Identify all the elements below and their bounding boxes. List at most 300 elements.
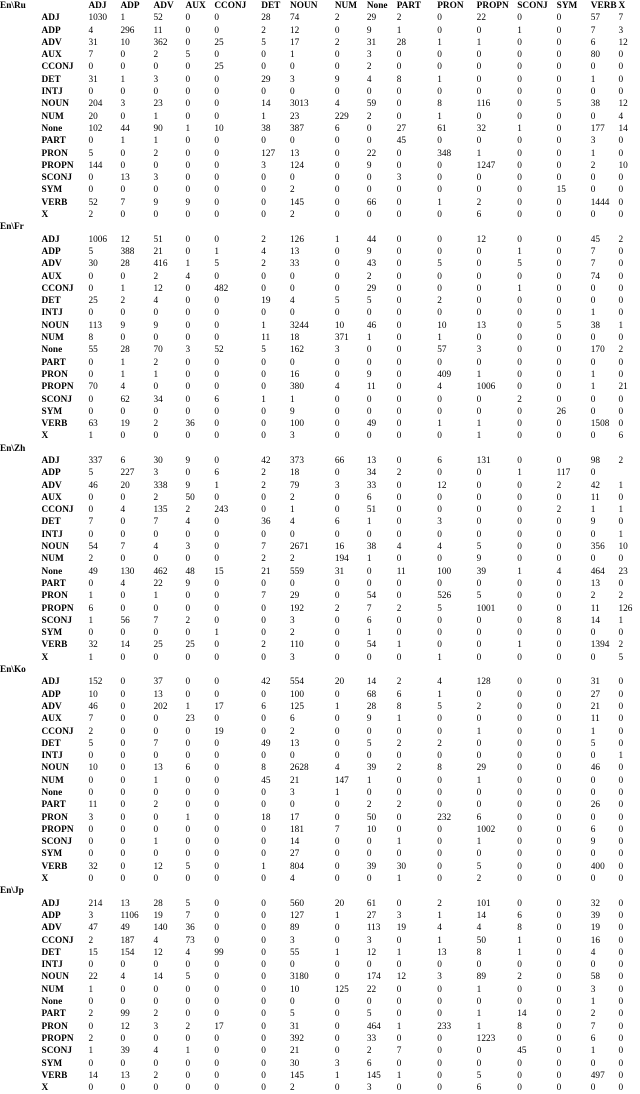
empty-cell xyxy=(476,664,517,676)
count-cell: 0 xyxy=(213,553,260,565)
count-cell: 0 xyxy=(436,861,475,873)
count-cell: 0 xyxy=(516,418,555,430)
count-cell: 0 xyxy=(153,406,185,418)
count-cell: 9 xyxy=(366,160,396,172)
count-cell: 0 xyxy=(366,578,396,590)
count-cell: 0 xyxy=(260,283,289,295)
count-cell: 2 xyxy=(289,209,334,221)
count-cell: 0 xyxy=(516,172,555,184)
count-cell: 14 xyxy=(618,123,640,135)
count-cell: 3 xyxy=(366,1082,396,1094)
count-cell: 0 xyxy=(618,996,640,1008)
count-cell: 45 xyxy=(260,775,289,787)
count-cell: 0 xyxy=(556,910,590,922)
row-label: SCONJ xyxy=(41,394,88,406)
count-cell: 19 xyxy=(153,910,185,922)
count-cell: 0 xyxy=(366,172,396,184)
count-cell: 0 xyxy=(618,74,640,86)
count-cell: 2 xyxy=(289,1082,334,1094)
count-cell: 0 xyxy=(334,578,366,590)
count-cell: 0 xyxy=(516,812,555,824)
count-cell: 0 xyxy=(516,775,555,787)
count-cell: 0 xyxy=(476,74,517,86)
count-cell: 2 xyxy=(87,209,119,221)
count-cell: 12 xyxy=(119,234,152,246)
row-label: ADV xyxy=(41,258,88,270)
indent-cell xyxy=(0,1008,41,1020)
count-cell: 0 xyxy=(590,111,618,123)
count-cell: 0 xyxy=(516,184,555,196)
count-cell: 9 xyxy=(185,578,214,590)
count-cell: 0 xyxy=(260,1070,289,1082)
count-cell: 0 xyxy=(334,160,366,172)
count-cell: 0 xyxy=(476,750,517,762)
count-cell: 13 xyxy=(289,246,334,258)
column-header: CCONJ xyxy=(213,0,260,12)
count-cell: 0 xyxy=(556,430,590,442)
count-cell: 8 xyxy=(516,922,555,934)
indent-cell xyxy=(0,1058,41,1070)
count-cell: 0 xyxy=(516,430,555,442)
count-cell: 0 xyxy=(436,271,475,283)
count-cell: 0 xyxy=(260,381,289,393)
count-cell: 1 xyxy=(436,935,475,947)
indent-cell xyxy=(0,836,41,848)
row-label: ADJ xyxy=(41,234,88,246)
count-cell: 0 xyxy=(366,307,396,319)
count-cell: 1 xyxy=(87,590,119,602)
count-cell: 0 xyxy=(436,61,475,73)
row-label: DET xyxy=(41,947,88,959)
count-cell: 4 xyxy=(289,873,334,885)
count-cell: 0 xyxy=(260,787,289,799)
row-label: ADJ xyxy=(41,676,88,688)
count-cell: 0 xyxy=(590,184,618,196)
count-cell: 1 xyxy=(436,197,475,209)
empty-cell xyxy=(119,664,152,676)
table-row xyxy=(0,910,640,922)
count-cell: 2 xyxy=(153,1070,185,1082)
count-cell: 9 xyxy=(185,480,214,492)
count-cell: 0 xyxy=(516,676,555,688)
count-cell: 0 xyxy=(334,283,366,295)
count-cell: 0 xyxy=(185,172,214,184)
row-label: NOUN xyxy=(41,98,88,110)
count-cell: 3 xyxy=(396,910,437,922)
count-cell: 1 xyxy=(153,775,185,787)
indent-cell xyxy=(0,566,41,578)
count-cell: 0 xyxy=(87,271,119,283)
count-cell: 0 xyxy=(556,234,590,246)
language-pair-label: En\Jp xyxy=(0,885,41,897)
count-cell: 21 xyxy=(153,246,185,258)
count-cell: 0 xyxy=(618,861,640,873)
table-row xyxy=(0,74,640,86)
count-cell: 0 xyxy=(618,824,640,836)
count-cell: 0 xyxy=(334,529,366,541)
count-cell: 4 xyxy=(476,922,517,934)
count-cell: 0 xyxy=(213,615,260,627)
count-cell: 0 xyxy=(260,135,289,147)
language-pair-label: En\Ru xyxy=(0,0,41,12)
indent-cell xyxy=(0,160,41,172)
count-cell: 0 xyxy=(334,971,366,983)
count-cell: 32 xyxy=(476,123,517,135)
count-cell: 0 xyxy=(185,98,214,110)
count-cell: 0 xyxy=(260,1082,289,1094)
count-cell: 0 xyxy=(476,639,517,651)
count-cell: 0 xyxy=(366,430,396,442)
empty-cell xyxy=(87,664,119,676)
row-label: PART xyxy=(41,578,88,590)
count-cell: 9 xyxy=(590,836,618,848)
indent-cell xyxy=(0,369,41,381)
count-cell: 127 xyxy=(260,148,289,160)
row-label: SYM xyxy=(41,627,88,639)
count-cell: 0 xyxy=(516,713,555,725)
count-cell: 0 xyxy=(87,86,119,98)
count-cell: 0 xyxy=(185,25,214,37)
count-cell: 0 xyxy=(366,787,396,799)
indent-cell xyxy=(0,676,41,688)
count-cell: 6 xyxy=(436,455,475,467)
empty-cell xyxy=(260,885,289,897)
count-cell: 1 xyxy=(119,12,152,24)
count-cell: 0 xyxy=(590,61,618,73)
count-cell: 0 xyxy=(334,713,366,725)
count-cell: 0 xyxy=(436,553,475,565)
table-row xyxy=(0,455,640,467)
count-cell: 0 xyxy=(366,750,396,762)
column-header: ADJ xyxy=(87,0,119,12)
count-cell: 101 xyxy=(476,898,517,910)
row-label: PART xyxy=(41,135,88,147)
count-cell: 145 xyxy=(366,1070,396,1082)
count-cell: 0 xyxy=(618,246,640,258)
empty-cell xyxy=(366,221,396,233)
count-cell: 0 xyxy=(476,787,517,799)
table-row xyxy=(0,799,640,811)
count-cell: 52 xyxy=(213,344,260,356)
count-cell: 4 xyxy=(334,381,366,393)
table-row xyxy=(0,504,640,516)
row-label: PART xyxy=(41,357,88,369)
row-label: ADP xyxy=(41,910,88,922)
count-cell: 2 xyxy=(87,1033,119,1045)
count-cell: 0 xyxy=(87,775,119,787)
count-cell: 50 xyxy=(476,935,517,947)
count-cell: 0 xyxy=(556,344,590,356)
count-cell: 1 xyxy=(213,246,260,258)
count-cell: 0 xyxy=(213,959,260,971)
indent-cell xyxy=(0,480,41,492)
count-cell: 0 xyxy=(334,148,366,160)
count-cell: 0 xyxy=(334,1082,366,1094)
row-label-spacer xyxy=(41,221,88,233)
count-cell: 0 xyxy=(618,553,640,565)
count-cell: 7 xyxy=(87,49,119,61)
count-cell: 0 xyxy=(153,184,185,196)
indent-cell xyxy=(0,1082,41,1094)
count-cell: 0 xyxy=(334,738,366,750)
count-cell: 23 xyxy=(185,713,214,725)
count-cell: 12 xyxy=(366,947,396,959)
count-cell: 0 xyxy=(213,738,260,750)
count-cell: 0 xyxy=(119,160,152,172)
count-cell: 100 xyxy=(289,689,334,701)
count-cell: 12 xyxy=(153,947,185,959)
count-cell: 0 xyxy=(185,332,214,344)
empty-cell xyxy=(436,885,475,897)
indent-cell xyxy=(0,652,41,664)
count-cell: 0 xyxy=(185,37,214,49)
column-header: NOUN xyxy=(289,0,334,12)
count-cell: 0 xyxy=(618,184,640,196)
count-cell: 0 xyxy=(618,1045,640,1057)
count-cell: 61 xyxy=(366,898,396,910)
indent-cell xyxy=(0,234,41,246)
count-cell: 0 xyxy=(185,984,214,996)
count-cell: 0 xyxy=(366,996,396,1008)
count-cell: 0 xyxy=(618,689,640,701)
table-row xyxy=(0,418,640,430)
count-cell: 0 xyxy=(119,984,152,996)
count-cell: 11 xyxy=(260,332,289,344)
count-cell: 2671 xyxy=(289,541,334,553)
count-cell: 0 xyxy=(185,381,214,393)
count-cell: 15 xyxy=(213,566,260,578)
count-cell: 0 xyxy=(618,713,640,725)
count-cell: 0 xyxy=(476,406,517,418)
count-cell: 23 xyxy=(153,98,185,110)
count-cell: 0 xyxy=(213,713,260,725)
count-cell: 0 xyxy=(185,590,214,602)
count-cell: 58 xyxy=(590,971,618,983)
count-cell: 0 xyxy=(516,234,555,246)
table-row xyxy=(0,566,640,578)
count-cell: 0 xyxy=(119,184,152,196)
count-cell: 162 xyxy=(289,344,334,356)
count-cell: 0 xyxy=(334,184,366,196)
count-cell: 0 xyxy=(213,381,260,393)
count-cell: 2 xyxy=(366,1045,396,1057)
count-cell: 1 xyxy=(516,935,555,947)
count-cell: 0 xyxy=(119,726,152,738)
indent-cell xyxy=(0,135,41,147)
count-cell: 0 xyxy=(119,1082,152,1094)
count-cell: 1 xyxy=(119,369,152,381)
count-cell: 38 xyxy=(590,98,618,110)
count-cell: 0 xyxy=(260,1058,289,1070)
count-cell: 1 xyxy=(213,627,260,639)
count-cell: 27 xyxy=(590,689,618,701)
count-cell: 1 xyxy=(396,713,437,725)
count-cell: 0 xyxy=(213,848,260,860)
count-cell: 0 xyxy=(476,848,517,860)
count-cell: 4 xyxy=(119,381,152,393)
count-cell: 0 xyxy=(476,394,517,406)
count-cell: 0 xyxy=(516,529,555,541)
count-cell: 0 xyxy=(556,713,590,725)
count-cell: 0 xyxy=(119,824,152,836)
column-header: PART xyxy=(396,0,437,12)
count-cell: 2 xyxy=(289,184,334,196)
count-cell: 0 xyxy=(618,1021,640,1033)
count-cell: 0 xyxy=(516,12,555,24)
row-label: NUM xyxy=(41,111,88,123)
count-cell: 1 xyxy=(185,812,214,824)
indent-cell xyxy=(0,357,41,369)
count-cell: 9 xyxy=(366,246,396,258)
empty-cell xyxy=(516,221,555,233)
count-cell: 0 xyxy=(590,812,618,824)
empty-cell xyxy=(289,221,334,233)
count-cell: 3 xyxy=(153,74,185,86)
count-cell: 144 xyxy=(87,160,119,172)
count-cell: 1 xyxy=(87,652,119,664)
count-cell: 0 xyxy=(334,959,366,971)
count-cell: 0 xyxy=(476,467,517,479)
table-row xyxy=(0,86,640,98)
count-cell: 16 xyxy=(334,541,366,553)
count-cell: 1 xyxy=(436,74,475,86)
count-cell: 0 xyxy=(119,61,152,73)
count-cell: 0 xyxy=(396,529,437,541)
count-cell: 0 xyxy=(213,49,260,61)
indent-cell xyxy=(0,246,41,258)
count-cell: 0 xyxy=(396,898,437,910)
count-cell: 0 xyxy=(516,578,555,590)
count-cell: 14 xyxy=(119,639,152,651)
count-cell: 36 xyxy=(185,922,214,934)
empty-cell xyxy=(590,221,618,233)
count-cell: 5 xyxy=(87,467,119,479)
count-cell: 12 xyxy=(289,25,334,37)
count-cell: 3 xyxy=(153,172,185,184)
count-cell: 0 xyxy=(396,984,437,996)
count-cell: 0 xyxy=(476,295,517,307)
count-cell: 0 xyxy=(436,996,475,1008)
count-cell: 0 xyxy=(556,922,590,934)
count-cell: 30 xyxy=(153,455,185,467)
count-cell: 0 xyxy=(618,332,640,344)
count-cell: 554 xyxy=(289,676,334,688)
indent-cell xyxy=(0,197,41,209)
count-cell: 0 xyxy=(476,111,517,123)
count-cell: 14 xyxy=(87,1070,119,1082)
count-cell: 0 xyxy=(334,430,366,442)
count-cell: 0 xyxy=(556,369,590,381)
count-cell: 1 xyxy=(289,394,334,406)
count-cell: 12 xyxy=(153,861,185,873)
count-cell: 57 xyxy=(590,12,618,24)
row-label: SYM xyxy=(41,184,88,196)
empty-cell xyxy=(260,221,289,233)
empty-cell xyxy=(260,664,289,676)
count-cell: 0 xyxy=(436,775,475,787)
count-cell: 0 xyxy=(476,627,517,639)
column-header: PROPN xyxy=(476,0,517,12)
count-cell: 0 xyxy=(87,787,119,799)
count-cell: 0 xyxy=(260,86,289,98)
count-cell: 11 xyxy=(590,492,618,504)
count-cell: 1508 xyxy=(590,418,618,430)
count-cell: 0 xyxy=(153,553,185,565)
count-cell: 0 xyxy=(334,406,366,418)
count-cell: 3 xyxy=(185,541,214,553)
table-row xyxy=(0,1008,640,1020)
count-cell: 4 xyxy=(119,578,152,590)
count-cell: 125 xyxy=(289,701,334,713)
count-cell: 0 xyxy=(213,529,260,541)
row-label: PROPN xyxy=(41,824,88,836)
row-label: ADP xyxy=(41,689,88,701)
count-cell: 3 xyxy=(289,74,334,86)
count-cell: 0 xyxy=(436,1082,475,1094)
count-cell: 0 xyxy=(396,49,437,61)
count-cell: 25 xyxy=(153,639,185,651)
count-cell: 4 xyxy=(119,971,152,983)
count-cell: 0 xyxy=(185,184,214,196)
count-cell: 5 xyxy=(436,701,475,713)
count-cell: 0 xyxy=(260,689,289,701)
count-cell: 0 xyxy=(334,1021,366,1033)
count-cell: 7 xyxy=(260,541,289,553)
count-cell: 9 xyxy=(366,25,396,37)
row-label: ADP xyxy=(41,25,88,37)
count-cell: 80 xyxy=(590,49,618,61)
count-cell: 0 xyxy=(87,172,119,184)
count-cell: 9 xyxy=(366,369,396,381)
count-cell: 0 xyxy=(590,357,618,369)
count-cell: 0 xyxy=(87,996,119,1008)
count-cell: 0 xyxy=(213,1008,260,1020)
table-row xyxy=(0,246,640,258)
count-cell: 0 xyxy=(153,603,185,615)
count-cell: 1001 xyxy=(476,603,517,615)
count-cell: 0 xyxy=(516,295,555,307)
count-cell: 0 xyxy=(396,61,437,73)
count-cell: 0 xyxy=(436,86,475,98)
empty-cell xyxy=(556,885,590,897)
count-cell: 2 xyxy=(590,160,618,172)
count-cell: 2 xyxy=(260,258,289,270)
count-cell: 0 xyxy=(119,689,152,701)
count-cell: 28 xyxy=(366,701,396,713)
count-cell: 0 xyxy=(153,332,185,344)
count-cell: 5 xyxy=(366,1008,396,1020)
count-cell: 6 xyxy=(516,910,555,922)
count-cell: 0 xyxy=(396,959,437,971)
count-cell: 1 xyxy=(334,947,366,959)
count-cell: 0 xyxy=(213,1082,260,1094)
count-cell: 0 xyxy=(590,652,618,664)
table-row xyxy=(0,160,640,172)
count-cell: 0 xyxy=(590,848,618,860)
count-cell: 0 xyxy=(213,812,260,824)
count-cell: 0 xyxy=(556,148,590,160)
count-cell: 0 xyxy=(260,172,289,184)
count-cell: 6 xyxy=(476,812,517,824)
count-cell: 13 xyxy=(289,738,334,750)
row-label: SYM xyxy=(41,1058,88,1070)
count-cell: 0 xyxy=(590,430,618,442)
count-cell: 0 xyxy=(213,775,260,787)
count-cell: 0 xyxy=(516,307,555,319)
count-cell: 2 xyxy=(366,61,396,73)
count-cell: 3 xyxy=(87,812,119,824)
count-cell: 0 xyxy=(618,148,640,160)
